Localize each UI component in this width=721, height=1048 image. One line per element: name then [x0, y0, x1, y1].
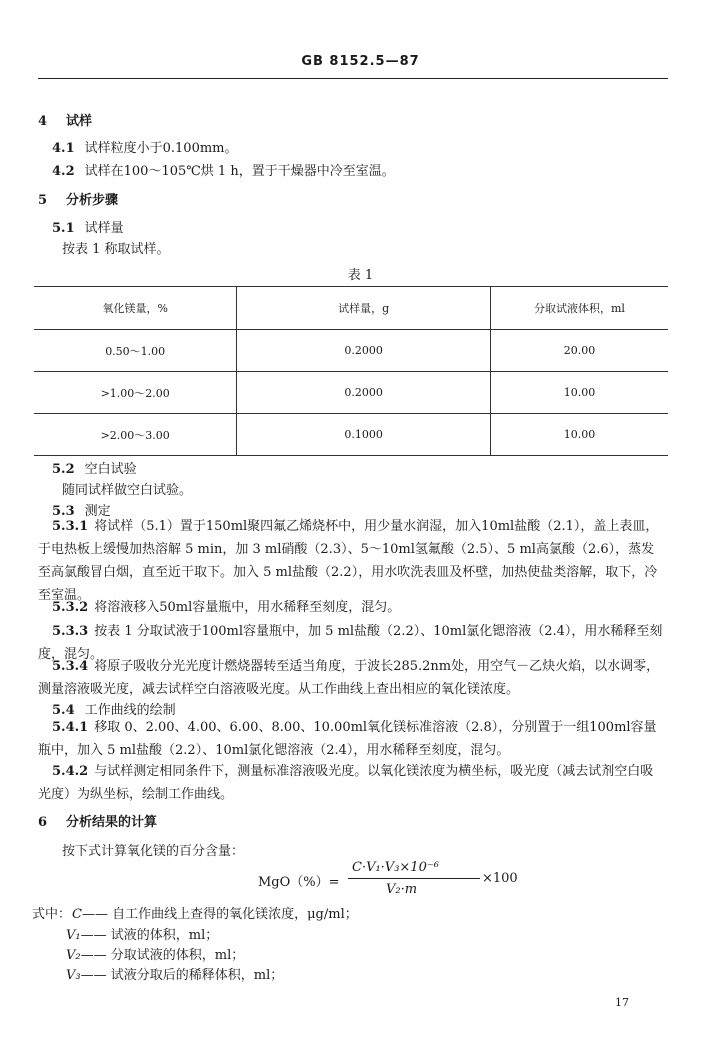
table-cell: 0.50～1.00 — [34, 330, 237, 372]
table-row — [34, 414, 668, 456]
section-5-heading — [38, 189, 118, 208]
clause-number: 5.3.1 — [52, 519, 89, 534]
formula-denominator: V₂·m — [386, 882, 418, 897]
legend-desc: —— 分取试液的体积，ml； — [80, 948, 245, 963]
clause-5-2-text: 随同试样做空白试验。 — [62, 483, 193, 498]
clause-number: 5.3.2 — [52, 600, 89, 615]
table-cell: >1.00～2.00 — [34, 372, 237, 414]
legend-symbol: V₁ — [66, 928, 81, 943]
formula-fraction-bar — [348, 878, 480, 879]
clause-number: 4.1 — [52, 141, 75, 156]
clause-title: 空白试验 — [84, 462, 137, 477]
clause-text: 将原子吸收分光光度计燃烧器转至适当角度，于波长285.2nm处，用空气－乙炔火焰，以水调零，测量溶液吸光度，减去试样空白溶液吸光度。从工作曲线上查出相应的氧化镁浓度。 — [38, 659, 660, 697]
clause-number: 5.4 — [52, 703, 75, 718]
formula-lhs: MgO（%）= — [258, 875, 340, 890]
table-header-cell: 分取试液体积，ml — [490, 287, 668, 330]
table-row — [34, 372, 668, 414]
clause-number: 5.3 — [52, 504, 75, 519]
legend-symbol: V₃ — [66, 968, 81, 983]
clause-text: 移取 0、2.00、4.00、6.00、8.00、10.00ml氧化镁标准溶液（2.8），分别置于一组100ml容量瓶中，加入 5 ml盐酸（2.2）、10ml氯化锶溶液（2.4），用水稀释至刻度，混匀。 — [38, 720, 657, 758]
clause-number: 5.1 — [52, 221, 75, 236]
header-rule — [38, 78, 668, 79]
clause-4-1 — [52, 137, 238, 156]
clause-title: 试样量 — [84, 221, 124, 236]
clause-5-3-1 — [38, 515, 664, 607]
clause-number: 5.4.1 — [52, 720, 89, 735]
section-4-heading — [38, 110, 92, 129]
clause-text: 试样粒度小于0.100mm。 — [84, 141, 238, 156]
clause-5-2 — [52, 458, 137, 477]
section-6-heading — [38, 811, 157, 830]
clause-text: 将溶液移入50ml容量瓶中，用水稀释至刻度，混匀。 — [94, 600, 401, 615]
table-header-row — [34, 287, 668, 330]
section-number: 5 — [38, 193, 48, 208]
clause-number: 5.4.2 — [52, 764, 89, 779]
table-cell: 10.00 — [490, 414, 668, 456]
table-caption: 表 1 — [347, 268, 374, 283]
table-row — [34, 330, 668, 372]
legend-symbol: C — [72, 907, 82, 922]
clause-text: 按表 1 分取试液于100ml容量瓶中，加 5 ml盐酸（2.2）、10ml氯化锶溶液（2.4），用水稀释至刻度，混匀。 — [38, 624, 663, 662]
table-cell: >2.00～3.00 — [34, 414, 237, 456]
clause-number: 5.2 — [52, 462, 75, 477]
table-cell: 10.00 — [490, 372, 668, 414]
legend-desc: —— 试液的体积，ml； — [80, 928, 219, 943]
legend-item — [66, 924, 218, 943]
clause-title: 工作曲线的绘制 — [84, 703, 176, 718]
formula-numerator: C·V₁·V₃×10⁻⁶ — [352, 860, 439, 875]
clause-5-1-text: 按表 1 称取试样。 — [62, 242, 170, 257]
clause-title: 测定 — [84, 504, 111, 519]
legend-symbol: V₂ — [66, 948, 81, 963]
section-6-intro: 按下式计算氧化镁的百分含量： — [62, 844, 245, 859]
clause-number: 4.2 — [52, 164, 75, 179]
table-cell: 20.00 — [490, 330, 668, 372]
clause-text: 试样在100～105℃烘 1 h，置于干燥器中冷至室温。 — [84, 164, 395, 179]
legend-desc: —— 自工作曲线上查得的氧化镁浓度，μg/ml； — [81, 907, 358, 922]
table-header-cell: 氧化镁量，% — [34, 287, 237, 330]
clause-5-3-4 — [38, 655, 664, 701]
clause-4-2 — [52, 160, 395, 179]
formula-multiplier: ×100 — [482, 871, 518, 886]
table-header-cell: 试样量，g — [237, 287, 491, 330]
clause-number: 5.3.4 — [52, 659, 89, 674]
legend-item — [72, 903, 358, 922]
legend-lead: 式中： — [32, 907, 72, 922]
page-number: 17 — [615, 996, 629, 1009]
clause-5-4-1 — [38, 716, 664, 762]
table-cell: 0.2000 — [237, 372, 491, 414]
table-cell: 0.2000 — [237, 330, 491, 372]
table-1 — [34, 286, 668, 456]
legend-desc: —— 试液分取后的稀释体积，ml； — [80, 968, 284, 983]
table-cell: 0.1000 — [237, 414, 491, 456]
clause-5-4-2 — [38, 760, 664, 806]
legend-item — [66, 944, 244, 963]
section-number: 6 — [38, 815, 48, 830]
clause-5-1 — [52, 217, 124, 236]
page-header-code: GB 8152.5—87 — [301, 54, 420, 69]
clause-text: 与试样测定相同条件下，测量标准溶液吸光度。以氧化镁浓度为横坐标，吸光度（减去试剂空白吸光度）为纵坐标，绘制工作曲线。 — [38, 764, 654, 802]
section-number: 4 — [38, 114, 48, 129]
legend-item — [66, 964, 283, 983]
section-title: 分析结果的计算 — [66, 815, 158, 830]
clause-text: 将试样（5.1）置于150ml聚四氟乙烯烧杯中，用少量水润湿，加入10ml盐酸（2.1），盖上表皿，于电热板上缓慢加热溶解 5 min，加 3 ml硝酸（2.3）、5～10ml氢氟酸（2.5）、5 ml高氯酸（2.6），蒸发至高氯酸冒白烟，直至近干取下。加入 5 ml盐酸（2.2），用水吹洗表皿及杯壁，加热使盐类溶解，取下，冷至室温。 — [38, 519, 659, 603]
section-title: 试样 — [66, 114, 93, 129]
clause-5-3-2 — [38, 596, 664, 619]
section-title: 分析步骤 — [66, 193, 119, 208]
clause-number: 5.3.3 — [52, 624, 89, 639]
